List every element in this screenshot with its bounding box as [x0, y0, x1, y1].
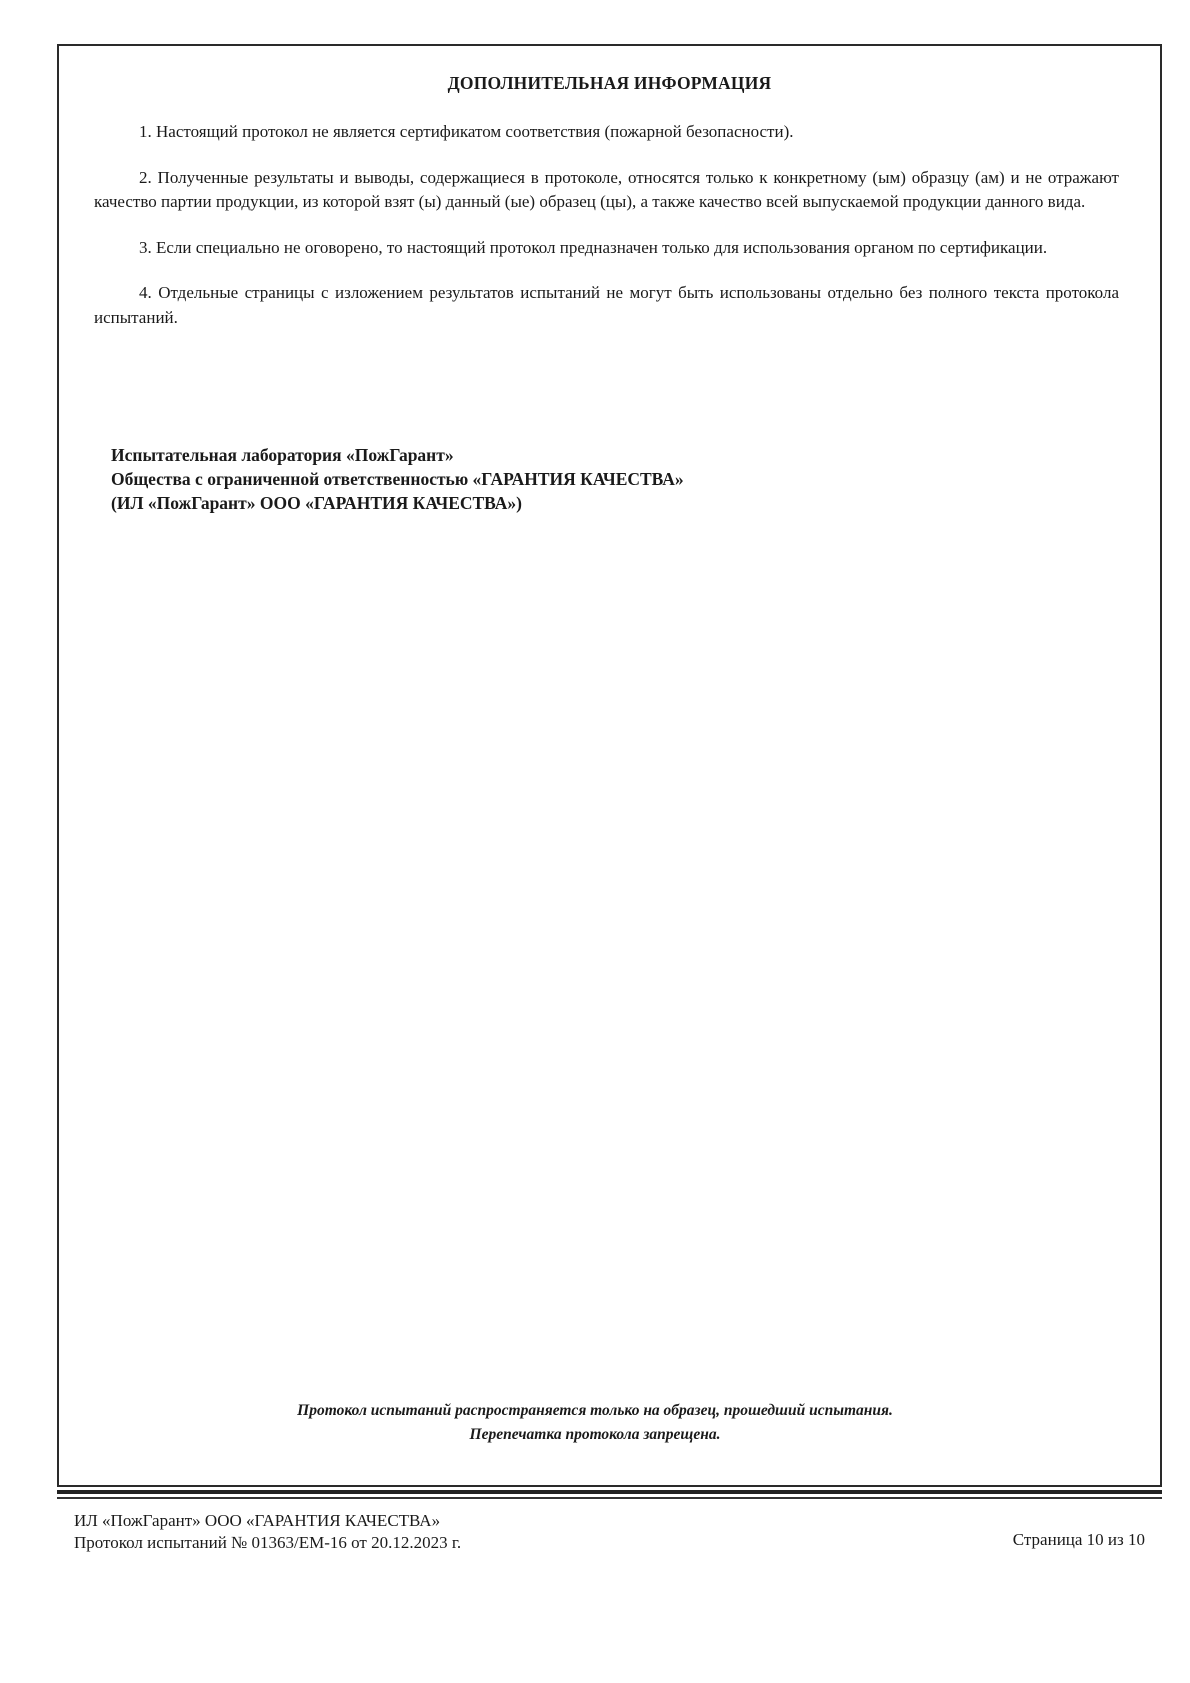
page-number: Страница 10 из 10 [1012, 1530, 1145, 1549]
protocol-notice [0, 1399, 1190, 1447]
lab-name-line: Испытательная лаборатория «ПожГарант» [111, 445, 454, 465]
footer-info [74, 1510, 461, 1554]
page-title: ДОПОЛНИТЕЛЬНАЯ ИНФОРМАЦИЯ [447, 73, 772, 93]
lab-name-block [111, 443, 684, 515]
footer-org: ИЛ «ПожГарант» ООО «ГАРАНТИЯ КАЧЕСТВА» [74, 1511, 441, 1530]
list-item: 2. Полученные результаты и выводы, содержащиеся в протоколе, относятся только к конкретному (ым) образцу (ам) и не отражают качество партии продукции, из которой взят (ы) данный (ые) образец (цы), а также качество всей выпускаемой продукции данного вида. [94, 167, 1119, 211]
list-item: 3. Если специально не оговорено, то настоящий протокол предназначен только для использования органом по сертификации. [139, 237, 1048, 257]
footer-divider-thin [57, 1497, 1162, 1499]
notice-line: Перепечатка протокола запрещена. [469, 1426, 721, 1443]
footer-protocol: Протокол испытаний № 01363/ЕМ-16 от 20.12.2023 г. [74, 1533, 462, 1552]
lab-name-line: (ИЛ «ПожГарант» ООО «ГАРАНТИЯ КАЧЕСТВА») [111, 493, 522, 513]
list-item: 4. Отдельные страницы с изложением результатов испытаний не могут быть использованы отдельно без полного текста протокола испытаний. [94, 283, 1119, 327]
notice-line: Протокол испытаний распространяется только на образец, прошедший испытания. [297, 1402, 893, 1419]
list-item: 1. Настоящий протокол не является сертификатом соответствия (пожарной безопасности). [139, 122, 794, 141]
footer-divider-thick [57, 1490, 1162, 1494]
lab-name-line: Общества с ограниченной ответственностью «ГАРАНТИЯ КАЧЕСТВА» [111, 469, 684, 489]
info-list [94, 120, 1119, 351]
document-frame [57, 44, 1162, 1487]
